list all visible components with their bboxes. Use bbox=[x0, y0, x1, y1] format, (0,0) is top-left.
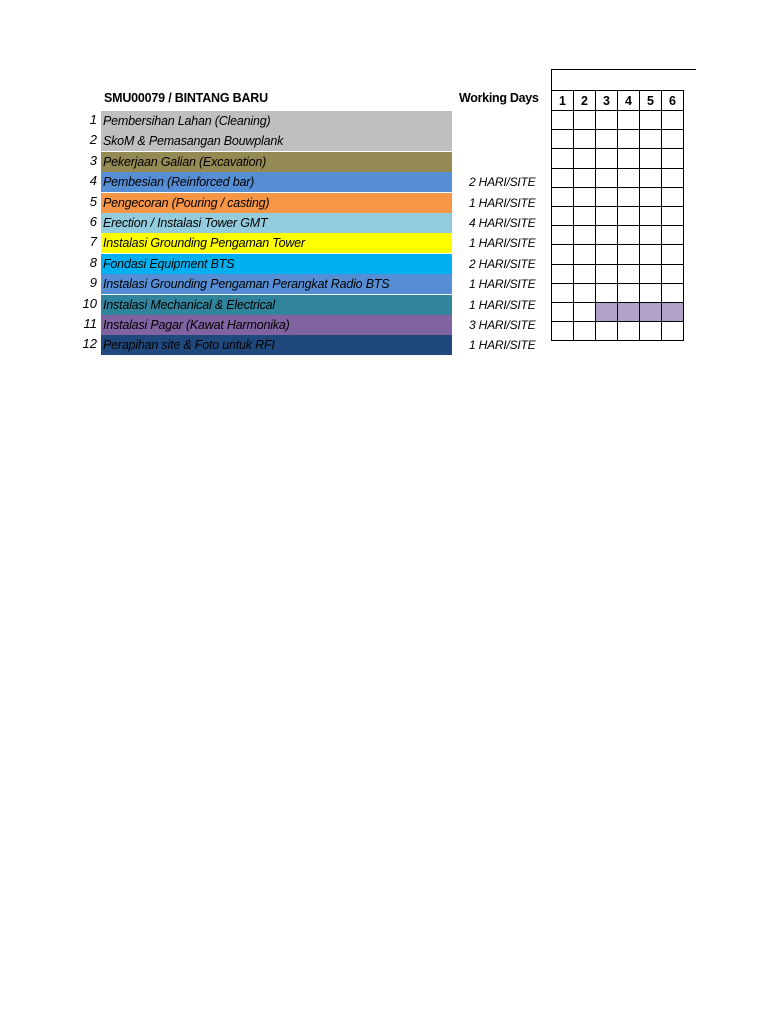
gantt-row bbox=[552, 187, 684, 206]
task-name: SkoM & Pemasangan Bouwplank bbox=[101, 131, 452, 151]
gantt-cell bbox=[662, 302, 684, 321]
gantt-cell bbox=[618, 168, 640, 187]
task-name: Instalasi Mechanical & Electrical bbox=[101, 295, 452, 315]
gantt-cell bbox=[662, 283, 684, 302]
gantt-top-header-box bbox=[551, 69, 696, 91]
gantt-cell bbox=[640, 149, 662, 168]
gantt-row bbox=[552, 206, 684, 225]
gantt-cell bbox=[596, 226, 618, 245]
gantt-cell bbox=[552, 111, 574, 130]
gantt-row bbox=[552, 130, 684, 149]
gantt-row bbox=[552, 149, 684, 168]
gantt-cell bbox=[574, 245, 596, 264]
task-name: Instalasi Pagar (Kawat Harmonika) bbox=[101, 315, 452, 335]
task-working-days: 1 HARI/SITE bbox=[469, 297, 536, 312]
gantt-row bbox=[552, 322, 684, 341]
gantt-cell bbox=[640, 245, 662, 264]
gantt-cell bbox=[618, 322, 640, 341]
task-working-days: 1 HARI/SITE bbox=[469, 195, 536, 210]
gantt-cell bbox=[618, 226, 640, 245]
project-title: SMU00079 / BINTANG BARU bbox=[104, 91, 268, 105]
gantt-cell bbox=[662, 245, 684, 264]
gantt-cell bbox=[574, 302, 596, 321]
gantt-cell bbox=[640, 322, 662, 341]
gantt-cell bbox=[662, 264, 684, 283]
task-number: 5 bbox=[89, 193, 97, 209]
gantt-row bbox=[552, 245, 684, 264]
task-working-days: 2 HARI/SITE bbox=[469, 256, 536, 271]
gantt-cell bbox=[618, 245, 640, 264]
gantt-row bbox=[552, 264, 684, 283]
gantt-cell bbox=[574, 283, 596, 302]
day-column-header: 1 bbox=[552, 91, 574, 111]
gantt-cell bbox=[596, 168, 618, 187]
gantt-cell bbox=[574, 168, 596, 187]
task-name: Instalasi Grounding Pengaman Perangkat Radio BTS bbox=[101, 274, 452, 294]
task-working-days: 1 HARI/SITE bbox=[469, 338, 536, 353]
task-working-days: 1 HARI/SITE bbox=[469, 236, 536, 251]
gantt-cell bbox=[618, 149, 640, 168]
task-working-days: 1 HARI/SITE bbox=[469, 277, 536, 292]
gantt-row bbox=[552, 168, 684, 187]
gantt-cell bbox=[640, 206, 662, 225]
day-column-header: 3 bbox=[596, 91, 618, 111]
gantt-cell bbox=[662, 149, 684, 168]
gantt-cell bbox=[618, 264, 640, 283]
gantt-cell bbox=[640, 111, 662, 130]
gantt-cell bbox=[662, 111, 684, 130]
gantt-row bbox=[552, 302, 684, 321]
gantt-cell bbox=[552, 130, 574, 149]
task-working-days: 3 HARI/SITE bbox=[469, 318, 536, 332]
gantt-cell bbox=[596, 283, 618, 302]
gantt-cell bbox=[618, 302, 640, 321]
gantt-cell bbox=[640, 302, 662, 321]
gantt-cell bbox=[596, 149, 618, 168]
gantt-cell bbox=[596, 187, 618, 206]
task-name: Pembersihan Lahan (Cleaning) bbox=[101, 111, 452, 131]
day-column-header: 2 bbox=[574, 91, 596, 111]
task-name: Pekerjaan Galian (Excavation) bbox=[101, 152, 452, 172]
gantt-cell bbox=[574, 111, 596, 130]
task-name: Erection / Instalasi Tower GMT bbox=[101, 213, 452, 233]
gantt-cell bbox=[662, 226, 684, 245]
task-number: 4 bbox=[89, 173, 97, 189]
gantt-cell bbox=[662, 322, 684, 341]
task-number: 1 bbox=[89, 112, 97, 127]
gantt-cell bbox=[552, 302, 574, 321]
gantt-cell bbox=[596, 111, 618, 130]
gantt-cell bbox=[596, 322, 618, 341]
gantt-cell bbox=[552, 322, 574, 341]
gantt-row bbox=[552, 283, 684, 302]
gantt-cell bbox=[618, 130, 640, 149]
day-column-header: 6 bbox=[662, 91, 684, 111]
task-number: 2 bbox=[89, 132, 97, 148]
day-column-header: 5 bbox=[640, 91, 662, 111]
gantt-cell bbox=[574, 206, 596, 225]
gantt-row bbox=[552, 111, 684, 130]
task-working-days: 4 HARI/SITE bbox=[469, 216, 536, 230]
task-name: Pengecoran (Pouring / casting) bbox=[101, 193, 452, 213]
gantt-cell bbox=[574, 226, 596, 245]
gantt-cell bbox=[552, 187, 574, 206]
gantt-cell bbox=[618, 206, 640, 225]
gantt-cell bbox=[574, 149, 596, 168]
gantt-cell bbox=[618, 111, 640, 130]
gantt-cell bbox=[552, 245, 574, 264]
gantt-cell bbox=[662, 187, 684, 206]
gantt-header-row bbox=[552, 91, 684, 111]
gantt-cell bbox=[640, 264, 662, 283]
gantt-cell bbox=[574, 322, 596, 341]
gantt-cell bbox=[640, 168, 662, 187]
gantt-cell bbox=[552, 149, 574, 168]
task-number: 11 bbox=[83, 316, 97, 331]
gantt-cell bbox=[574, 130, 596, 149]
task-name: Instalasi Grounding Pengaman Tower bbox=[101, 233, 452, 253]
gantt-cell bbox=[640, 130, 662, 149]
task-working-days: 2 HARI/SITE bbox=[469, 175, 536, 190]
gantt-cell bbox=[662, 206, 684, 225]
gantt-cell bbox=[552, 264, 574, 283]
gantt-cell bbox=[574, 264, 596, 283]
gantt-cell bbox=[596, 130, 618, 149]
gantt-cell bbox=[574, 187, 596, 206]
task-name: Fondasi Equipment BTS bbox=[101, 254, 452, 274]
task-number: 10 bbox=[82, 295, 97, 311]
working-days-header: Working Days bbox=[459, 91, 539, 105]
gantt-cell bbox=[640, 226, 662, 245]
gantt-cell bbox=[552, 168, 574, 187]
gantt-cell bbox=[596, 206, 618, 225]
task-number: 8 bbox=[89, 254, 97, 270]
gantt-cell bbox=[640, 283, 662, 302]
task-number: 3 bbox=[89, 152, 97, 168]
gantt-cell bbox=[596, 302, 618, 321]
gantt-cell bbox=[662, 130, 684, 149]
gantt-cell bbox=[596, 264, 618, 283]
task-number: 12 bbox=[82, 336, 97, 352]
gantt-cell bbox=[596, 245, 618, 264]
gantt-cell bbox=[552, 283, 574, 302]
gantt-cell bbox=[618, 187, 640, 206]
task-number: 9 bbox=[89, 275, 97, 291]
task-name: Pembesian (Reinforced bar) bbox=[101, 172, 452, 192]
gantt-row bbox=[552, 226, 684, 245]
gantt-grid bbox=[551, 90, 684, 341]
gantt-cell bbox=[552, 226, 574, 245]
gantt-cell bbox=[662, 168, 684, 187]
task-number: 6 bbox=[89, 214, 97, 229]
gantt-cell bbox=[618, 283, 640, 302]
task-number: 7 bbox=[89, 234, 97, 250]
gantt-cell bbox=[552, 206, 574, 225]
day-column-header: 4 bbox=[618, 91, 640, 111]
gantt-cell bbox=[640, 187, 662, 206]
task-name: Perapihan site & Foto untuk RFI bbox=[101, 335, 452, 355]
